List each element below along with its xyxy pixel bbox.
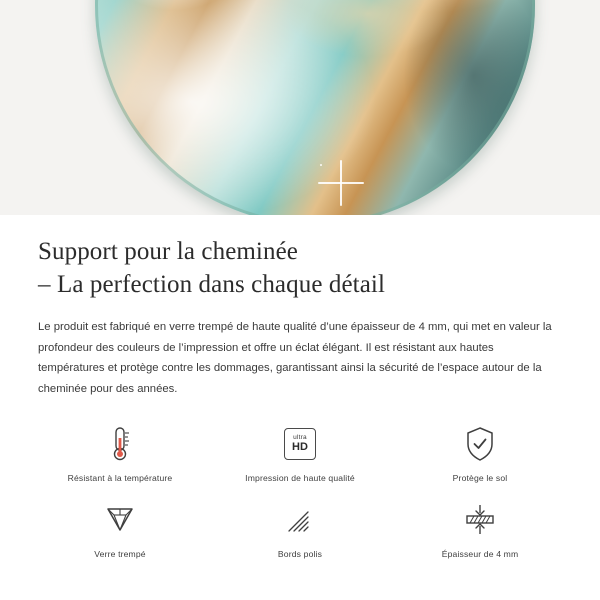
ultra-hd-badge-bottom: HD (292, 441, 308, 454)
feature-item-tempered-glass (30, 497, 210, 559)
feature-label-floor-protection: Protège le sol (452, 473, 508, 484)
page-title (38, 235, 562, 301)
feature-label-print-quality: Impression de haute qualité (245, 473, 355, 484)
feature-item-thickness (390, 497, 570, 559)
polished-edges-icon (282, 497, 318, 543)
feature-label-thickness: Épaisseur de 4 mm (441, 549, 519, 560)
shield-check-icon (463, 421, 497, 467)
round-glass-panel-image (95, 0, 535, 215)
feature-item-polished-edges (210, 497, 390, 559)
feature-item-print-quality (210, 421, 390, 483)
content-section (0, 215, 600, 399)
ultra-hd-icon (284, 421, 316, 467)
feature-item-floor-protection (390, 421, 570, 483)
hero-image (0, 0, 600, 215)
feature-item-temperature (30, 421, 210, 483)
feature-label-temperature: Résistant à la température (67, 473, 173, 484)
feature-label-tempered-glass: Verre trempé (94, 549, 146, 560)
title-line-2: – La perfection dans chaque détail (38, 271, 385, 298)
thermometer-icon (103, 421, 137, 467)
title-line-1: Support pour la cheminée (38, 238, 298, 265)
description-paragraph: Le produit est fabriqué en verre trempé de haute qualité d’une épaisseur de 4 mm, qui met en valeur la profondeur des couleurs de l’impression et offre un éclat élégant. Il est résistant aux hautes températures et protège contre les dommages, garantissant ainsi la sécurité de l’espace autour de la cheminée pour des années. (38, 321, 552, 395)
ultra-hd-badge-top: ultra (293, 433, 307, 441)
diamond-icon (100, 497, 140, 543)
feature-label-polished-edges: Bords polis (277, 549, 323, 560)
thickness-arrows-icon (460, 497, 500, 543)
feature-grid (0, 421, 600, 559)
